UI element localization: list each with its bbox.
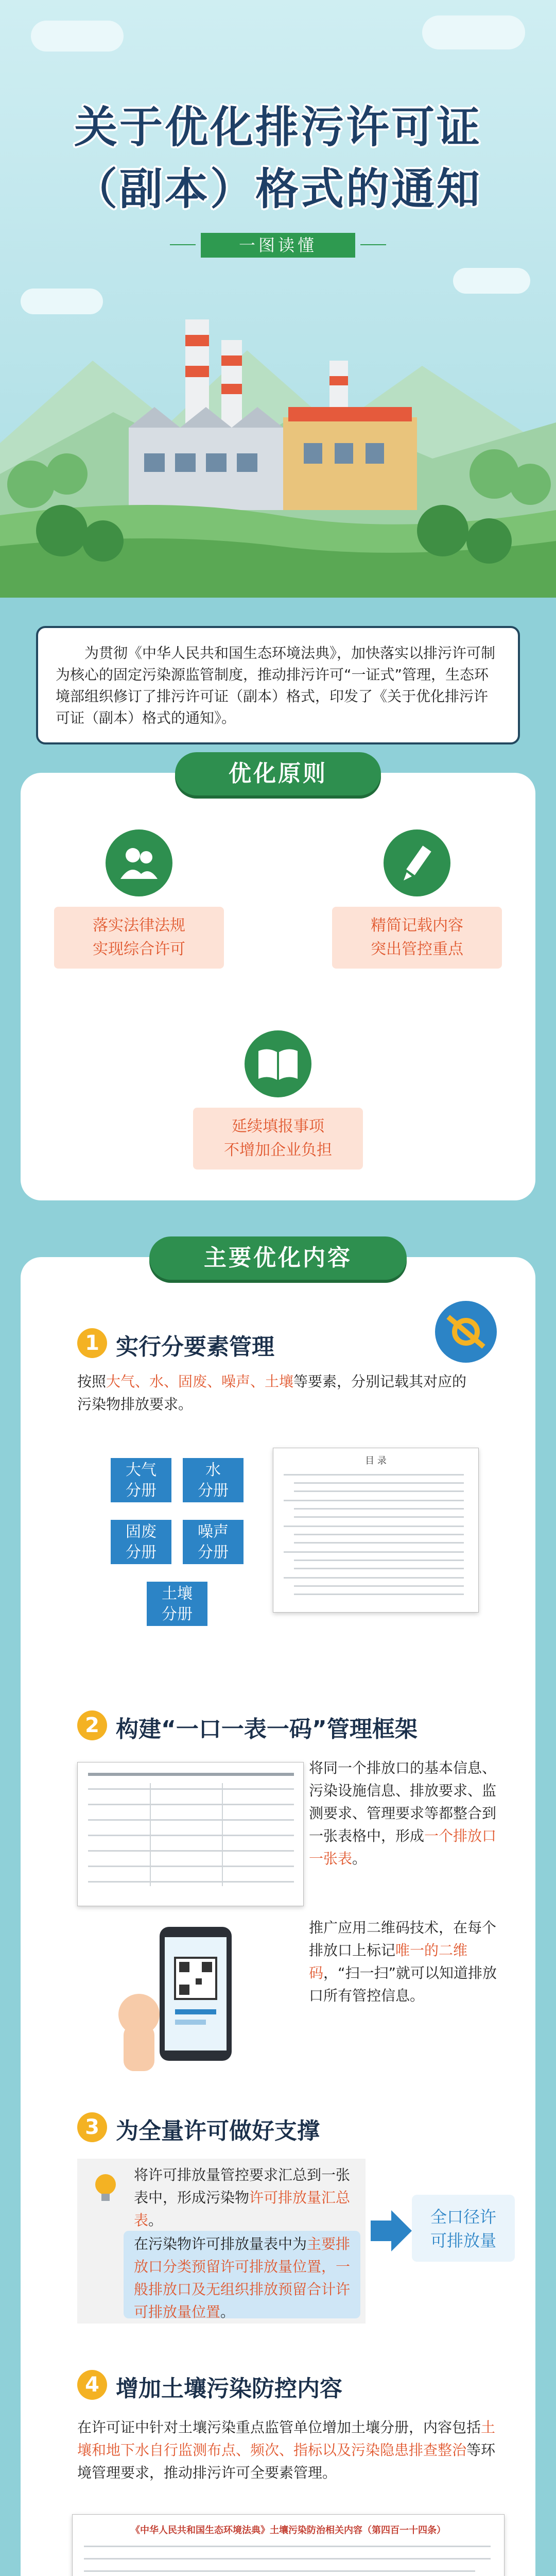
section-1-number: 1: [77, 1328, 107, 1358]
section-4-text-highlight: 土壤和地下水自行监测布点、频次、指标以及污染隐患排查整治: [77, 2419, 496, 2459]
section-4-heading: 增加土壤污染防控内容: [116, 2376, 342, 2402]
section-1-text-highlight: 大气、水、固废、噪声、土壤: [106, 1373, 294, 1390]
soil-law-doc-title: 《中华人民共和国生态环境法典》土壤污染防治相关内容（第四百一十四条）: [131, 2525, 446, 2536]
section-3-text-1-pre: 将许可排放量管控要求汇总到一张表中，形成污染物: [134, 2166, 351, 2206]
principle-1-line2: 实现综合许可: [93, 940, 185, 958]
section-2-text-1: [309, 1757, 505, 1870]
arrow-right-icon: [371, 2210, 412, 2251]
section-1-text-post: 等要素，分别记载其对应的污染物排放要求。: [77, 1373, 467, 1413]
soil-law-document: [72, 2514, 505, 2576]
section-3-text-2-pre: 在污染物许可排放量表中为: [134, 2235, 307, 2252]
element-noise: 噪声 分册: [183, 1520, 244, 1564]
people-icon: [106, 829, 172, 896]
total-permit-label: 全口径许 可排放量: [412, 2195, 515, 2262]
section-3-text-2: [134, 2233, 355, 2324]
principle-3-line1: 延续填报事项: [232, 1117, 324, 1136]
section-2-text-1-post: 。: [352, 1850, 367, 1867]
section-3-number: 3: [77, 2112, 107, 2142]
section-2-text-1-highlight: 一个排放口一张表: [309, 1827, 497, 1867]
section-3-text-1-highlight: 许可排放量汇总表: [134, 2189, 351, 2229]
page-title-line1: 关于优化排污许可证: [74, 102, 482, 152]
pencil-icon: [384, 829, 450, 896]
element-soil: 土壤 分册: [147, 1582, 207, 1626]
lightbulb-icon: [88, 2169, 124, 2205]
principle-1: [54, 907, 224, 969]
factory-landscape-illustration: [0, 289, 556, 598]
section-2-text-2-pre: 推广应用二维码技术，在每个排放口上标记: [309, 1919, 497, 1959]
section-1-heading: 实行分要素管理: [116, 1334, 274, 1360]
directory-doc-title: 目 录: [365, 1455, 387, 1466]
element-water: 水 分册: [183, 1458, 244, 1502]
element-air: 大气 分册: [111, 1458, 171, 1502]
section-1-text: [77, 1370, 468, 1416]
principle-1-line1: 落实法律法规: [93, 917, 185, 935]
section-4-number: 4: [77, 2370, 107, 2400]
section-3-text-1-post: 。: [148, 2212, 163, 2229]
tools-icon: [432, 1298, 499, 1365]
section-3-heading: 为全量许可做好支撑: [116, 2118, 320, 2144]
principle-3-line2: 不增加企业负担: [224, 1141, 332, 1159]
principle-3: [193, 1108, 363, 1170]
principle-2-line2: 突出管控重点: [371, 940, 463, 958]
content-title: 主要优化内容: [149, 1236, 407, 1280]
section-4-text-pre: 在许可证中针对土壤污染重点监管单位增加土壤分册，内容包括: [77, 2419, 481, 2436]
section-4-text-post: 等环境管理要求，推动排污许可全要素管理。: [77, 2442, 496, 2481]
intro-paragraph: 为贯彻《中华人民共和国生态环境法典》，加快落实以排污许可制为核心的固定污染源监管制度，推动排污许可“一证式”管理，生态环境部组织修订了排污许可证（副本）格式，印发了《关于优化排污许可证（副本）格式的通知》。: [36, 626, 520, 744]
book-icon: [245, 1030, 311, 1097]
hero-banner: [0, 0, 556, 598]
page-title-line2: （副本）格式的通知: [74, 164, 482, 214]
phone-qr-illustration: [103, 1922, 278, 2076]
read-ribbon: 一图读懂: [201, 233, 355, 258]
section-3-text-2-post: 。: [220, 2303, 235, 2320]
section-3-text-1: [134, 2164, 355, 2232]
principle-2-line1: 精简记载内容: [371, 917, 463, 935]
section-2-text-1-pre: 将同一个排放口的基本信息、污染设施信息、排放要求、监测要求、管理要求等都整合到一张表格中，形成: [309, 1759, 497, 1844]
element-solid-waste: 固废 分册: [111, 1520, 171, 1564]
section-3-text-2-highlight: 主要排放口分类预留许可排放量位置，一般排放口及无组织排放预留合计许可排放量位置: [134, 2235, 351, 2320]
section-1-text-pre: 按照: [77, 1373, 107, 1390]
section-2-text-2-highlight: 唯一的二维码: [309, 1942, 468, 1981]
outlet-table-document: [77, 1762, 304, 1906]
section-4-text: [77, 2416, 499, 2484]
directory-document: [273, 1448, 479, 1613]
section-2-text-2-post: ，“扫一扫”就可以知道排放口所有管控信息。: [309, 1964, 497, 2004]
section-2-text-2: [309, 1917, 505, 2007]
principles-title: 优化原则: [175, 752, 381, 795]
principle-2: [332, 907, 502, 969]
section-2-number: 2: [77, 1710, 107, 1740]
section-2-heading: 构建“一口一表一码”管理框架: [116, 1716, 418, 1742]
